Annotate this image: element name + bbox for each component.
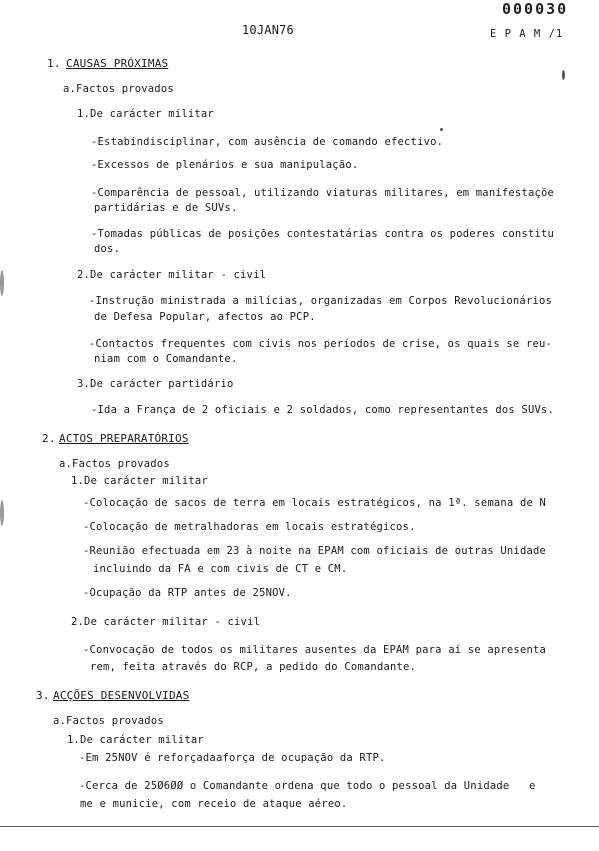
list-item: -Colocação de sacos de terra em locais estratégicos, na 1ª. semana de N: [83, 497, 547, 509]
list-item: -Ida a França de 2 oficiais e 2 soldados, como representantes dos SUVs.: [91, 404, 555, 416]
list-item: -Ocupação da RTP antes de 25NOV.: [83, 587, 292, 599]
list-item-continuation: niam com o Comandante.: [94, 353, 238, 365]
document-date: 10JAN76: [242, 23, 294, 37]
list-item: -Convocação de todos os militares ausentes da EPAM para aí se apresenta: [83, 644, 547, 656]
list-item-continuation: incluindo da FA e com civis de CT e CM.: [93, 563, 348, 575]
scan-speck: [0, 270, 4, 296]
document-number-stamp: 000030: [502, 0, 569, 18]
list-item: -Colocação de metralhadoras em locais estratégicos.: [83, 521, 416, 533]
section-2-title: ACTOS PREPARATÓRIOS: [59, 432, 189, 445]
page-bottom-edge: [0, 826, 599, 827]
list-item: -Em 25NOV é reforçadaaforça de ocupação da RTP.: [79, 752, 386, 764]
section-3-number: 3.: [36, 689, 50, 702]
list-item-continuation: me e municie, com receio de ataque aéreo.: [80, 798, 348, 810]
list-item: -Excessos de plenários e sua manipulação.: [91, 159, 359, 171]
section-2-number: 2.: [42, 432, 56, 445]
section-3-title: ACÇÕES DESENVOLVIDAS: [53, 689, 190, 702]
section-2-group-2-title: 2.De carácter militar - civil: [71, 616, 261, 628]
section-1-number: 1.: [47, 57, 61, 70]
list-item: -Cerca de 25Ø6ØØ o Comandante ordena que todo o pessoal da Unidade e: [79, 780, 536, 792]
scan-speck: [440, 128, 443, 131]
section-1-subheading: a.Factos provados: [63, 83, 174, 95]
list-item: -Comparência de pessoal, utilizando viaturas militares, em manifestaçõe: [91, 187, 555, 199]
list-item: -Contactos frequentes com civis nos períodos de crise, os quais se reu-: [89, 338, 553, 350]
list-item-continuation: rem, feita através do RCP, a pedido do Comandante.: [90, 661, 417, 673]
list-item: -Instrução ministrada a milícias, organizadas em Corpos Revolucionários: [89, 295, 553, 307]
list-item-continuation: partidárias e de SUVs.: [94, 202, 238, 214]
section-1-group-1-title: 1.De carácter militar: [77, 108, 214, 120]
list-item: -Tomadas públicas de posições contestatárias contra os poderes constitu: [91, 228, 555, 240]
list-item-continuation: dos.: [94, 243, 121, 255]
section-3-group-1-title: 1.De carácter militar: [67, 734, 204, 746]
section-1-title: CAUSAS PRÓXIMAS: [66, 57, 169, 70]
scan-speck: [562, 70, 565, 80]
section-1-group-2-title: 2.De carácter militar - civil: [77, 269, 267, 281]
section-3-subheading: a.Factos provados: [53, 715, 164, 727]
scan-speck: [0, 500, 4, 526]
list-item: -Estabindisciplinar, com ausência de comando efectivo.: [91, 136, 444, 148]
list-item-continuation: de Defesa Popular, afectos ao PCP.: [94, 311, 316, 323]
list-item: -Reunião efectuada em 23 à noite na EPAM com oficiais de outras Unidade: [83, 545, 547, 557]
section-2-group-1-title: 1.De carácter militar: [71, 475, 208, 487]
document-reference: E P A M /1: [490, 28, 564, 40]
section-1-group-3-title: 3.De carácter partidário: [77, 378, 234, 390]
section-2-subheading: a.Factos provados: [59, 458, 170, 470]
